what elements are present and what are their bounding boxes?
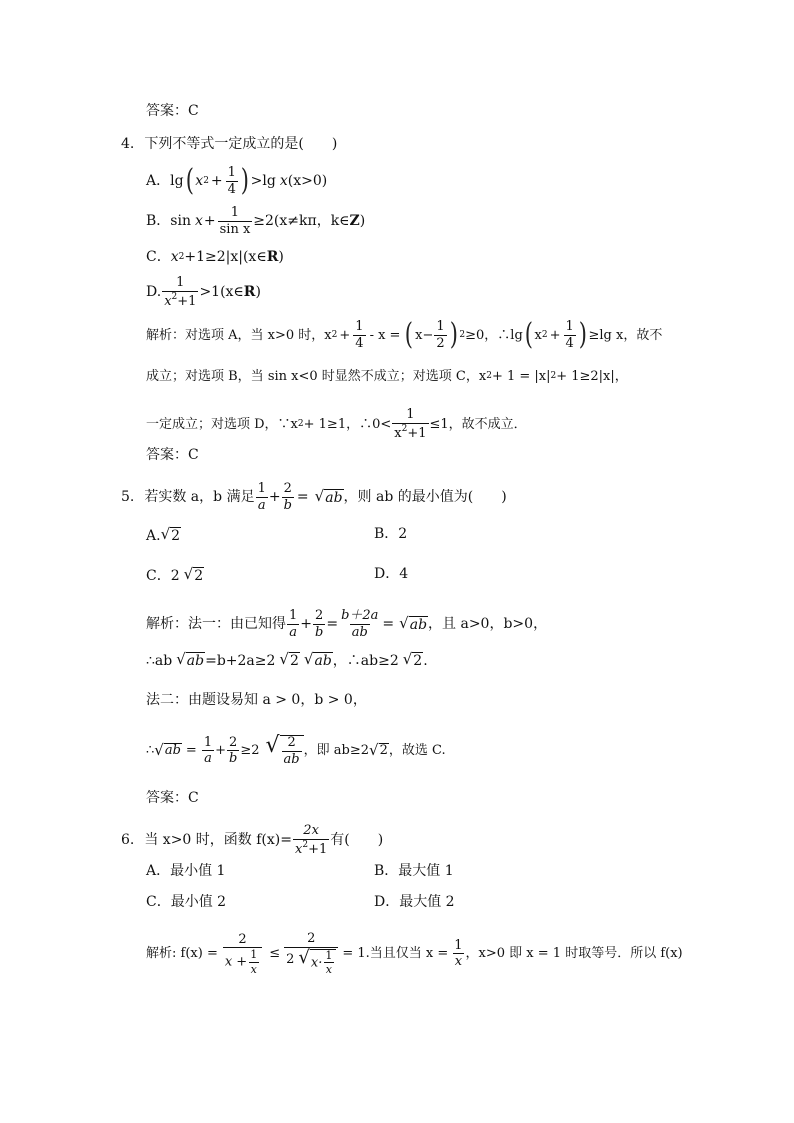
- q6-option-b: B．最大值 1: [374, 863, 454, 879]
- q4-stem-text: 下列不等式一定成立的是( ): [144, 136, 338, 152]
- q5-solution-line-2: ∴ab √ ab =b+2a≥2 √ 2 √ ab ，∴ab≥2 √ 2 .: [146, 650, 428, 669]
- q4-a-fraction: $\frac{1}{4}$: [227, 165, 236, 197]
- q4-option-b: B．sin x + $\frac{1}{\text{sin x}}$ ≥2(x≠kπ，k∈ Z ): [146, 205, 366, 237]
- q6-number: 6.: [121, 832, 135, 849]
- q5-option-c: C．2 √ 2: [146, 565, 204, 584]
- q5-stem: 5. 若实数 a，b 满足 $\frac{1}{a}$ + $\frac{2}{b}$ = √ ab ，则 ab 的最小值为( ): [121, 481, 507, 513]
- q5-solution-line-4: ∴ √ ab = $\frac{1}{a}$ + $\frac{2}{b}$ ≥2 √ $\frac{2}{ab}$ ，即 ab≥2 √ 2 ，故选 C.: [146, 733, 446, 767]
- answer-q5: 答案：C: [146, 790, 199, 806]
- q5-number: 5.: [121, 489, 135, 506]
- q4-option-c: C． x 2 +1≥2|x|(x∈ R ): [146, 249, 284, 265]
- q4-option-d: D. $\frac{1}{x^2+1}$ >1(x∈ R ): [146, 275, 261, 309]
- q5-solution-line-1: 解析 ：法一：由已知得 $\frac{1}{a}$ + $\frac{2}{b}$ = $\frac{b+2a}{ab}$ = √ ab ，且 a>0，b>0，: [146, 608, 548, 640]
- answer-q4: 答案：C: [146, 447, 199, 463]
- q4-number: 4.: [121, 136, 135, 152]
- q4-option-a: A．lg ( x 2 + $\frac{1}{4}$ ) >lg x (x>0): [146, 163, 328, 199]
- answer-q3: [146, 104, 199, 118]
- q4-d-fraction: $\frac{1}{x^2+1}$: [164, 275, 197, 309]
- q4-solution-line-2: 成立；对选项 B，当 sin x<0 时显然不成立；对选项 C，x 2 + 1 = |x| 2 + 1≥2|x|，: [146, 369, 628, 384]
- q5-option-a: A. √ 2: [146, 525, 181, 544]
- q4-solution-line-1: 解析 ：对选项 A，当 x>0 时，x 2 + $\frac{1}{4}$ - x = ( x− $\frac{1}{2}$ ) 2 ≥0，∴lg ( x 2 + $\frac{1}{4}$ ) ≥lg x，故不: [146, 317, 663, 353]
- answer-text: 答案：C: [146, 103, 199, 119]
- q5-solution-line-3: 法二：由题设易知 a > 0，b > 0，: [146, 692, 367, 708]
- q4-stem: [121, 137, 337, 151]
- q6-option-d: D．最大值 2: [374, 894, 455, 910]
- q5-option-d: D．4: [374, 566, 409, 582]
- q4-b-fraction: $\frac{1}{\text{sin x}}$: [219, 205, 251, 237]
- q6-stem: 6. 当 x>0 时，函数 f(x)= $\frac{2x}{x^2+1}$ 有( ): [121, 823, 384, 857]
- q6-option-c: C．最小值 2: [146, 894, 227, 910]
- q4-solution-line-3: 一定成立；对选项 D，∵x 2 + 1≥1，∴0< $\frac{1}{x^2+1}$ ≤1，故不成立．: [146, 407, 527, 441]
- q6-solution-line-1: 解析 : f(x) = 2 x + $\frac{1}{x}$ ≤ 2 2 √ x· $\frac{1}{x}$ = 1.当且仅当 x = $\frac{1}{x}$ ，x>0 即 x = 1 时取等号．所以 f(x): [146, 931, 683, 977]
- q5-option-b: B．2: [374, 526, 408, 542]
- q6-option-a: A．最小值 1: [146, 863, 226, 879]
